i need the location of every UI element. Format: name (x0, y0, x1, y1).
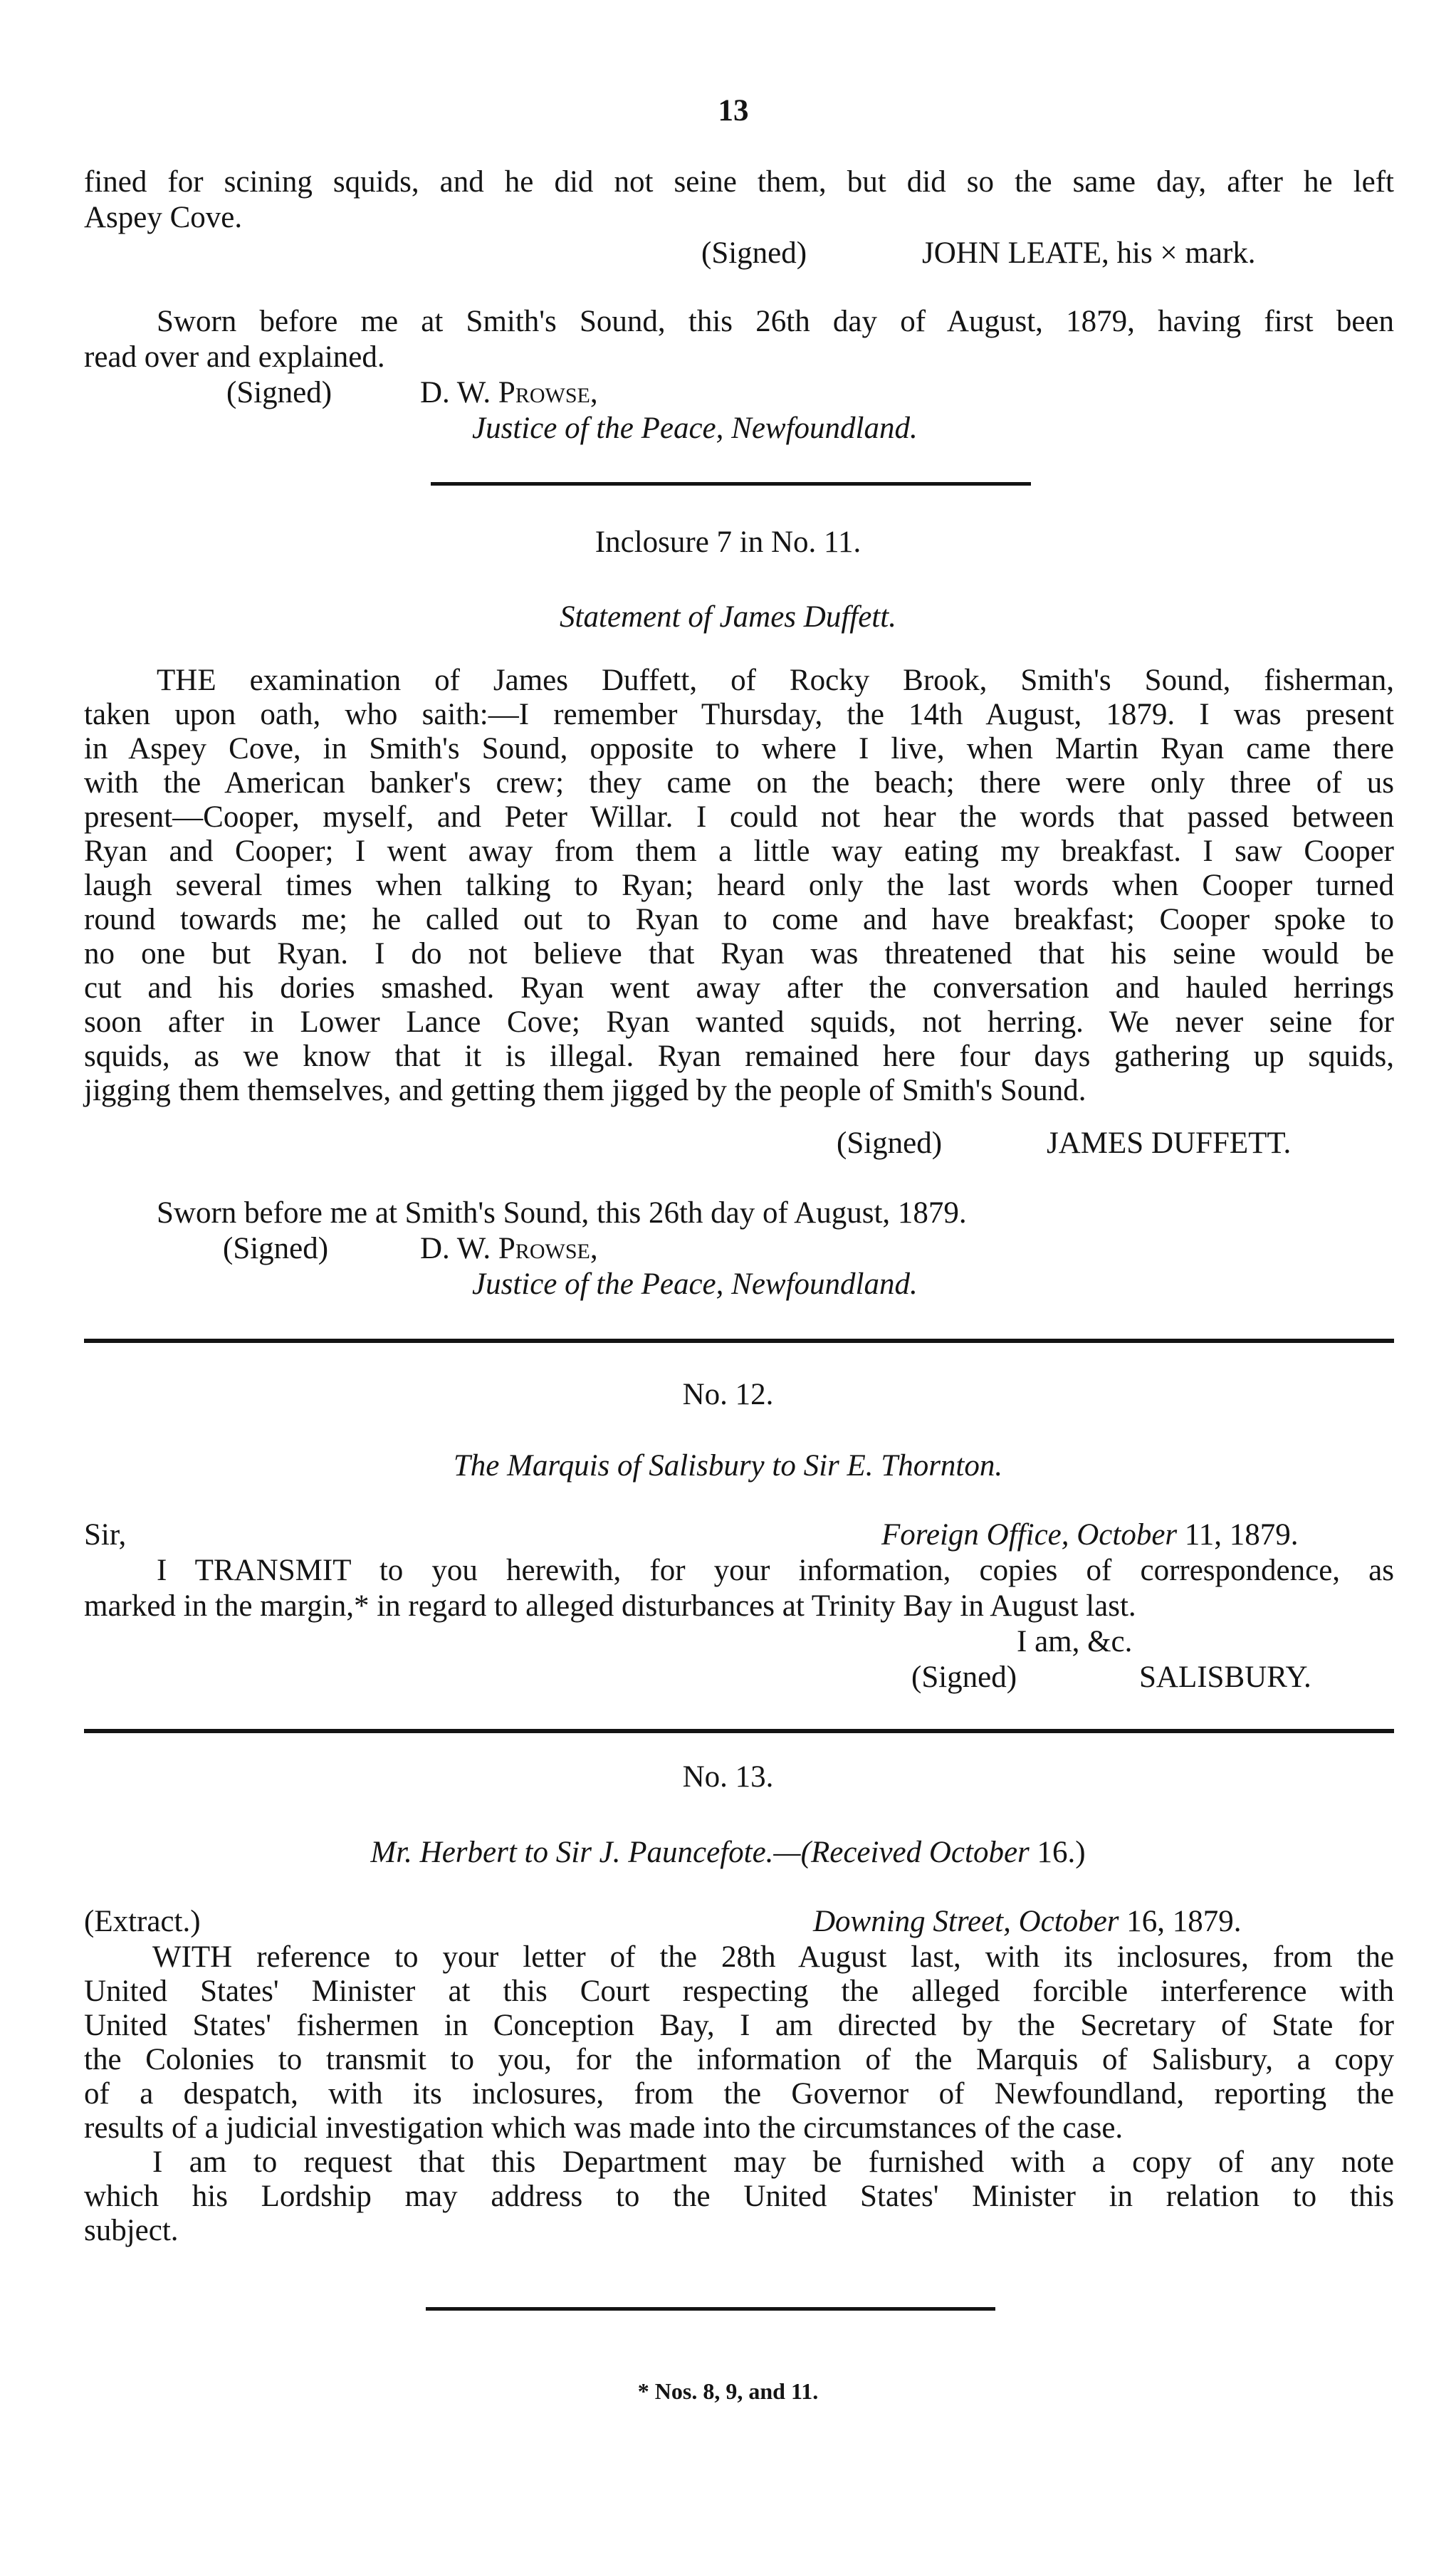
duffett-line-12: squids, as we know that it is illegal. Ryan remained here four days gathering up squids, (84, 1040, 1394, 1073)
no13-paragraph-1 (84, 1940, 1394, 2145)
leate-line-2: Aspey Cove. (84, 201, 243, 234)
leate-jp-signed: (Signed) (226, 376, 332, 409)
leate-sworn-line-2: read over and explained. (84, 340, 385, 374)
duffett-line-5: present—Cooper, myself, and Peter Willar. I could not hear the words that passed between (84, 800, 1394, 834)
no13-heading: No. 13. (682, 1760, 774, 1794)
no12-line-2: marked in the margin,* in regard to alleged disturbances at Trinity Bay in August last. (84, 1589, 1136, 1623)
section-divider (84, 1729, 1394, 1733)
no13-paragraph-2 (84, 2145, 1394, 2248)
no13-p2-line-3: subject. (84, 2214, 179, 2247)
duffett-jp-name: D. W. Prowse, (420, 1232, 598, 1265)
no12-signature: SALISBURY. (1139, 1661, 1311, 1694)
no13-p1-line-5: of a despatch, with its inclosures, from the Governor of Newfoundland, reporting the (84, 2077, 1394, 2111)
no12-line-1: I TRANSMIT to you herewith, for your information, copies of correspondence, as (157, 1554, 1394, 1587)
duffett-signature: JAMES DUFFETT. (1047, 1126, 1292, 1160)
no12-dateline-date: 11, 1879. (1184, 1518, 1299, 1552)
footnote: * Nos. 8, 9, and 11. (637, 2378, 819, 2404)
page-number: 13 (718, 94, 749, 127)
duffett-line-9: no one but Ryan. I do not believe that Ryan was threatened that his seine would be (84, 937, 1394, 971)
no12-dateline (881, 1518, 1299, 1552)
duffett-line-4: with the American banker's crew; they came on the beach; there were only three of us (84, 766, 1394, 800)
no13-subheading-text: Mr. Herbert to Sir J. Pauncefote.—(Received October (370, 1836, 1030, 1869)
no13-p1-line-1: WITH reference to your letter of the 28th August last, with its inclosures, from the (152, 1940, 1394, 1974)
duffett-line-1: THE examination of James Duffett, of Rocky Brook, Smith's Sound, fisherman, (157, 664, 1394, 697)
no12-signed-label: (Signed) (911, 1661, 1017, 1694)
leate-signature: JOHN LEATE, his × mark. (922, 236, 1256, 270)
no13-subheading (0, 1836, 1456, 1870)
leate-signed-label: (Signed) (701, 236, 807, 270)
duffett-line-7: laugh several times when talking to Ryan; heard only the last words when Cooper turned (84, 869, 1394, 902)
section-divider (426, 2307, 995, 2311)
section-divider (84, 1339, 1394, 1343)
duffett-line-2: taken upon oath, who saith:—I remember Thursday, the 14th August, 1879. I was present (84, 698, 1394, 731)
no13-subheading-date: 16.) (1037, 1836, 1086, 1869)
no13-p1-line-6: results of a judicial investigation which was made into the circumstances of the case. (84, 2111, 1124, 2145)
duffett-line-8: round towards me; he called out to Ryan to come and have breakfast; Cooper spoke to (84, 903, 1394, 936)
no12-dateline-place: Foreign Office, October (881, 1518, 1178, 1552)
no13-p2-line-1: I am to request that this Department may be furnished with a copy of any note (152, 2145, 1394, 2179)
no13-p1-line-4: the Colonies to transmit to you, for the information of the Marquis of Salisbury, a copy (84, 2043, 1394, 2076)
duffett-jp-signed: (Signed) (223, 1232, 329, 1265)
duffett-sworn: Sworn before me at Smith's Sound, this 26th day of August, 1879. (157, 1196, 967, 1230)
duffett-line-11: soon after in Lower Lance Cove; Ryan wanted squids, not herring. We never seine for (84, 1005, 1394, 1039)
duffett-jp-title: Justice of the Peace, Newfoundland. (472, 1267, 918, 1301)
no12-salutation: Sir, (84, 1518, 127, 1552)
no12-closing: I am, &c. (1017, 1625, 1133, 1658)
duffett-line-6: Ryan and Cooper; I went away from them a little way eating my breakfast. I saw Cooper (84, 835, 1394, 868)
no12-heading: No. 12. (682, 1378, 774, 1411)
no12-subheading: The Marquis of Salisbury to Sir E. Thornton. (453, 1449, 1003, 1483)
duffett-line-13: jigging them themselves, and getting them jigged by the people of Smith's Sound. (84, 1074, 1086, 1107)
section-divider (431, 482, 1031, 486)
no13-extract-label: (Extract.) (84, 1905, 201, 1938)
no13-p2-line-2: which his Lordship may address to the United States' Minister in relation to this (84, 2180, 1394, 2213)
duffett-signed-label: (Signed) (837, 1126, 943, 1160)
no13-p1-line-2: United States' Minister at this Court respecting the alleged forcible interference with (84, 1975, 1394, 2008)
duffett-statement (84, 664, 1394, 1108)
no13-dateline-date: 16, 1879. (1126, 1905, 1242, 1938)
no13-dateline-place: Downing Street, October (813, 1905, 1119, 1938)
no13-p1-line-3: United States' fishermen in Conception Bay, I am directed by the Secretary of State for (84, 2009, 1394, 2042)
duffett-line-10: cut and his dories smashed. Ryan went away after the conversation and hauled herrings (84, 971, 1394, 1005)
leate-jp-name: D. W. Prowse, (420, 376, 598, 409)
leate-sworn-line-1: Sworn before me at Smith's Sound, this 26th day of August, 1879, having first been (157, 305, 1394, 338)
no13-dateline (813, 1905, 1242, 1939)
duffett-line-3: in Aspey Cove, in Smith's Sound, opposite to where I live, when Martin Ryan came there (84, 732, 1394, 765)
leate-line-1: fined for scining squids, and he did not seine them, but did so the same day, after he left (84, 165, 1394, 199)
leate-jp-title: Justice of the Peace, Newfoundland. (472, 412, 918, 445)
inclosure-heading: Inclosure 7 in No. 11. (595, 526, 861, 559)
statement-title: Statement of James Duffett. (560, 600, 896, 634)
